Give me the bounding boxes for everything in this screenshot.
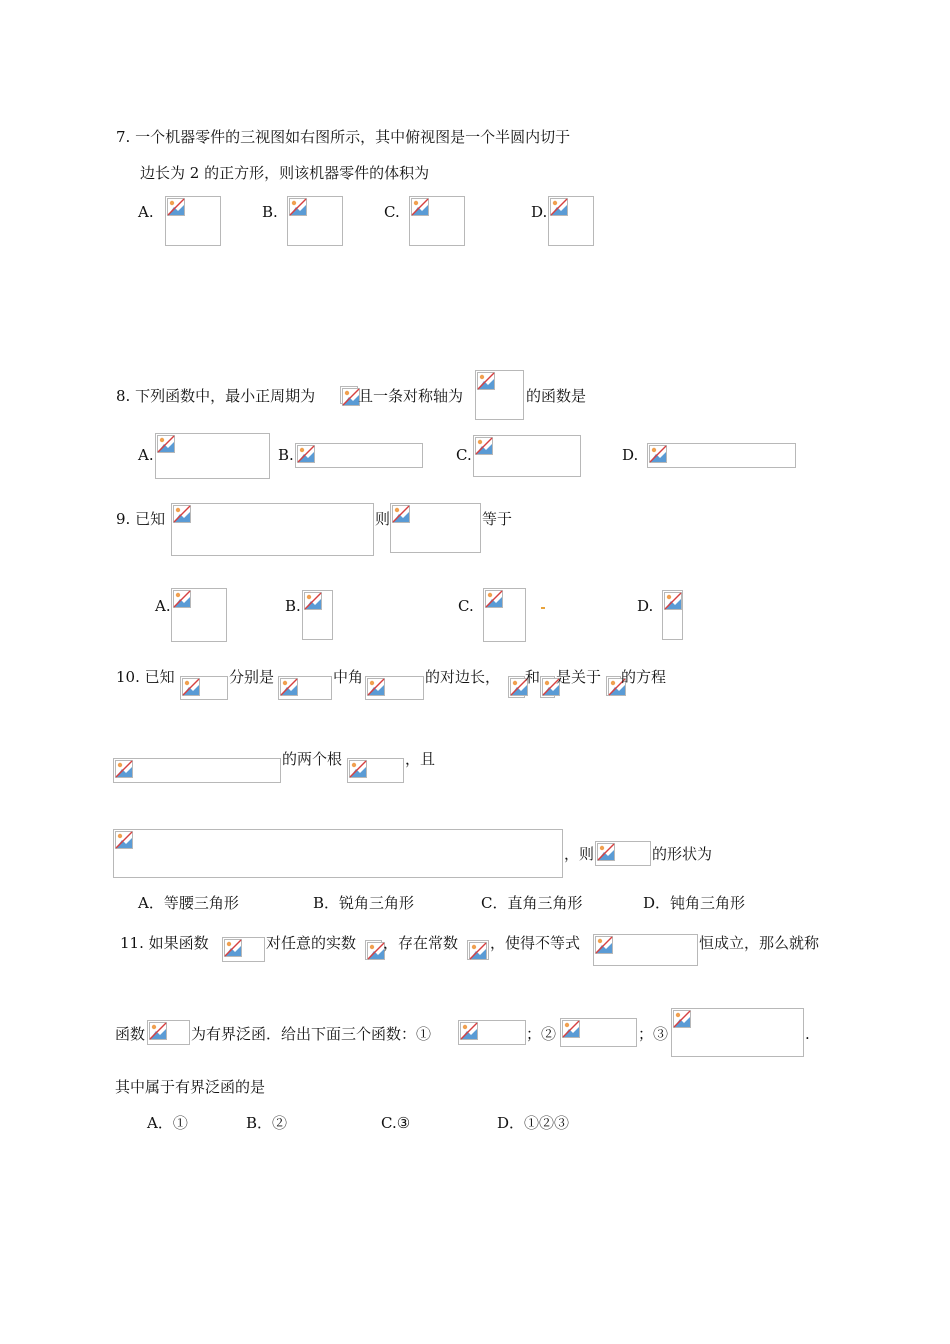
q10-root1-image xyxy=(508,676,525,698)
broken-image-icon xyxy=(304,592,322,610)
q11-text-4: ，使得不等式 xyxy=(490,934,581,952)
broken-image-icon xyxy=(673,1010,691,1028)
q9-text-3: 等于 xyxy=(482,510,513,528)
q9-text-1: 9. 已知 xyxy=(116,510,166,528)
q7-option-c-image xyxy=(409,196,465,246)
q9-option-c: C. xyxy=(458,597,474,615)
q8-option-b-image xyxy=(295,443,423,468)
q10-option-b: B．锐角三角形 xyxy=(313,894,415,912)
q9-option-a-image xyxy=(171,588,227,642)
broken-image-icon xyxy=(173,505,191,523)
q10-roots-image xyxy=(347,758,404,783)
q8-option-c-image xyxy=(473,435,581,477)
broken-image-icon xyxy=(595,936,613,954)
q7-line1: 7. 一个机器零件的三视图如右图所示，其中俯视图是一个半圆内切于 xyxy=(116,128,571,146)
q8-option-d-image xyxy=(647,443,796,468)
q8-option-c: C. xyxy=(456,446,472,464)
broken-image-icon xyxy=(367,678,385,696)
q10-text-5: 和 xyxy=(525,668,541,686)
q9-option-c-image xyxy=(483,588,526,642)
q10-text-9: ，且 xyxy=(405,750,436,768)
q11-text-1: 11. 如果函数 xyxy=(120,934,209,952)
q11-text-8: ；② xyxy=(526,1025,557,1043)
q10-text-2: 分别是 xyxy=(229,668,275,686)
broken-image-icon xyxy=(115,760,133,778)
broken-image-icon xyxy=(173,590,191,608)
q11-text-11: 其中属于有界泛函的是 xyxy=(115,1078,266,1096)
broken-image-icon xyxy=(149,1022,167,1040)
q11-inequality-image xyxy=(593,934,698,966)
q11-func3-image xyxy=(671,1008,804,1057)
q7-option-d-image xyxy=(548,196,594,246)
stray-mark xyxy=(541,607,545,609)
q11-option-b: B．② xyxy=(246,1114,288,1132)
broken-image-icon xyxy=(664,592,682,610)
q11-func2-image xyxy=(560,1018,637,1047)
q10-sides-image xyxy=(180,676,228,700)
q8-axis-image xyxy=(475,370,524,420)
q11-constant-image xyxy=(467,940,489,960)
q10-triangle-image xyxy=(278,676,332,700)
q11-text-7: 为有界泛函．给出下面三个函数：① xyxy=(191,1025,432,1043)
q10-text-1: 10. 已知 xyxy=(116,668,175,686)
q11-function-image-2 xyxy=(147,1020,190,1045)
q9-option-b: B. xyxy=(285,597,301,615)
broken-image-icon xyxy=(392,505,410,523)
q11-text-10: . xyxy=(805,1025,810,1043)
q10-text-6: 是关于 xyxy=(556,668,602,686)
broken-image-icon xyxy=(115,831,133,849)
broken-image-icon xyxy=(475,437,493,455)
q10-variable-image xyxy=(606,676,621,696)
broken-image-icon xyxy=(157,435,175,453)
q8-option-b: B. xyxy=(278,446,294,464)
q9-option-b-image xyxy=(302,590,333,640)
broken-image-icon xyxy=(297,445,315,463)
q8-period-image xyxy=(340,386,358,404)
q11-function-image xyxy=(222,937,265,962)
q11-option-d: D．①②③ xyxy=(497,1114,570,1132)
q7-option-b: B. xyxy=(262,203,278,221)
q7-option-a-image xyxy=(165,196,221,246)
q8-option-a: A. xyxy=(138,446,154,464)
q11-text-3: ，存在常数 xyxy=(383,934,459,952)
q10-text-3: 中角 xyxy=(333,668,364,686)
q10-text-7: 的方程 xyxy=(621,668,667,686)
q11-option-a: A．① xyxy=(147,1114,188,1132)
q11-func1-image xyxy=(458,1020,526,1045)
q10-text-11: 的形状为 xyxy=(652,845,713,863)
q9-option-d: D. xyxy=(637,597,654,615)
broken-image-icon xyxy=(469,942,487,960)
broken-image-icon xyxy=(224,939,242,957)
broken-image-icon xyxy=(477,372,495,390)
q9-text-2: 则 xyxy=(375,510,391,528)
q9-given-image xyxy=(171,503,374,556)
broken-image-icon xyxy=(649,445,667,463)
q8-option-d: D. xyxy=(622,446,639,464)
q10-text-8: 的两个根 xyxy=(282,750,343,768)
broken-image-icon xyxy=(289,198,307,216)
q11-text-2: 对任意的实数 xyxy=(266,934,357,952)
broken-image-icon xyxy=(349,760,367,778)
q10-option-c: C．直角三角形 xyxy=(481,894,583,912)
q11-option-c: C.③ xyxy=(381,1114,411,1132)
q9-option-a: A. xyxy=(155,597,171,615)
q8-option-a-image xyxy=(155,433,270,479)
q8-text-3: 的函数是 xyxy=(526,387,587,405)
q10-equation-image xyxy=(113,758,281,783)
broken-image-icon xyxy=(182,678,200,696)
q8-text-1: 8. 下列函数中，最小正周期为 xyxy=(116,387,316,405)
broken-image-icon xyxy=(597,843,615,861)
broken-image-icon xyxy=(550,198,568,216)
q11-text-5: 恒成立，那么就称 xyxy=(699,934,820,952)
q10-triangle-image-2 xyxy=(595,841,651,866)
q10-option-d: D．钝角三角形 xyxy=(643,894,746,912)
q9-option-d-image xyxy=(662,590,683,640)
q10-condition-image xyxy=(113,829,563,878)
broken-image-icon xyxy=(485,590,503,608)
q10-option-a: A．等腰三角形 xyxy=(138,894,239,912)
broken-image-icon xyxy=(411,198,429,216)
broken-image-icon xyxy=(167,198,185,216)
q10-text-10: ，则 xyxy=(564,845,595,863)
q7-option-d: D. xyxy=(531,203,548,221)
broken-image-icon xyxy=(460,1022,478,1040)
q7-option-a: A. xyxy=(138,203,154,221)
q10-root2-image xyxy=(540,676,555,698)
q7-option-c: C. xyxy=(384,203,400,221)
broken-image-icon xyxy=(562,1020,580,1038)
q9-expression-image xyxy=(390,503,481,553)
q11-text-6: 函数 xyxy=(115,1025,146,1043)
q11-text-9: ；③ xyxy=(638,1025,669,1043)
q8-text-2: 且一条对称轴为 xyxy=(358,387,464,405)
q10-text-4: 的对边长， xyxy=(425,668,501,686)
q10-angles-image xyxy=(365,676,424,700)
q7-option-b-image xyxy=(287,196,343,246)
q7-line2: 边长为 2 的正方形，则该机器零件的体积为 xyxy=(140,164,430,182)
broken-image-icon xyxy=(280,678,298,696)
q11-x-image xyxy=(365,940,382,960)
